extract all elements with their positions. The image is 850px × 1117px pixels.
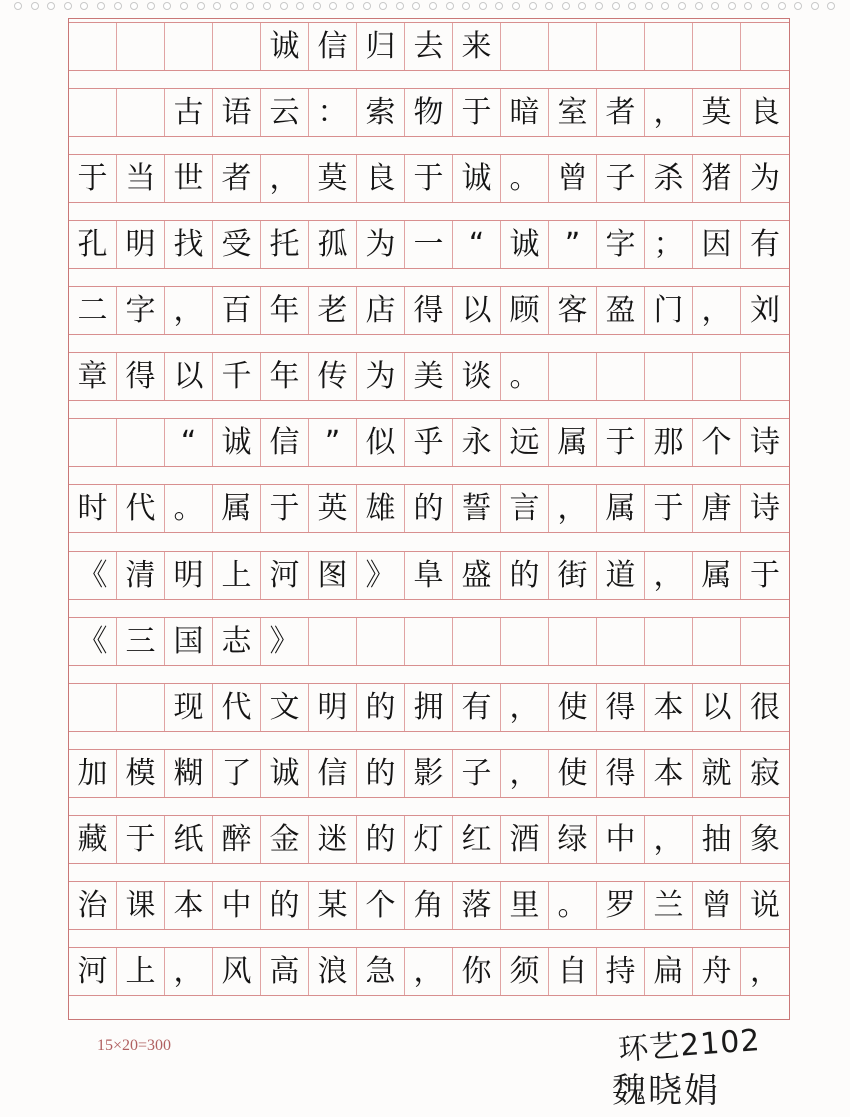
grid-cell: ， [549,485,597,532]
grid-cell: 浪 [309,948,357,995]
grid-cell: 永 [453,419,501,466]
grid-cell [117,684,165,731]
grid-cell: ， [645,816,693,863]
grid-cell: 于 [405,155,453,202]
binding-hole [462,2,470,10]
grid-cell: ： [309,89,357,136]
grid-cell: 那 [645,419,693,466]
grid-cell: 字 [597,221,645,268]
grid-cell [69,89,117,136]
grid-cell: 中 [597,816,645,863]
grid-cell: 字 [117,287,165,334]
grid-row [69,484,789,533]
grid-cell: 酒 [501,816,549,863]
grid-cell [165,23,213,70]
grid-cell: 有 [453,684,501,731]
binding-hole [661,2,669,10]
grid-cell [549,23,597,70]
binding-hole [529,2,537,10]
grid-cell [549,618,597,665]
grid-row [69,683,789,732]
binding-hole [446,2,454,10]
grid-cell: 曾 [549,155,597,202]
binding-hole [645,2,653,10]
binding-hole [80,2,88,10]
grid-cell: 绿 [549,816,597,863]
grid-cell: 雄 [357,485,405,532]
grid-cell [597,618,645,665]
grid-row [69,947,789,996]
grid-cell: 兰 [645,882,693,929]
binding-hole [827,2,835,10]
grid-cell: 于 [750,557,780,593]
grid-cell: ” [549,221,597,268]
grid-cell: ， [693,287,741,334]
grid-cell: 室 [549,89,597,136]
grid-cell: 莫 [693,89,741,136]
grid-cell: 的 [261,882,309,929]
binding-hole [612,2,620,10]
binding-hole [728,2,736,10]
binding-hole [512,2,520,10]
grid-cell [309,618,357,665]
grid-cell: 红 [453,816,501,863]
grid-cell: 道 [597,552,645,599]
binding-hole [744,2,752,10]
grid-cell: 迷 [309,816,357,863]
binding-hole [313,2,321,10]
grid-cell: 来 [453,23,501,70]
grid-cell [741,23,789,70]
grid-cell: 使 [549,750,597,797]
grid-row [69,881,789,930]
grid-cell: 属 [693,552,741,599]
grid-row [69,418,789,467]
grid-cell: 有 [750,226,780,262]
grid-cell: 灯 [405,816,453,863]
grid-cell: 传 [309,353,357,400]
grid-cell: 自 [549,948,597,995]
grid-cell: 年 [261,353,309,400]
binding-hole [628,2,636,10]
binding-hole [64,2,72,10]
grid-cell: ， [645,552,693,599]
grid-cell: 者 [597,89,645,136]
grid-cell: 以 [165,353,213,400]
grid-cell: 杀 [645,155,693,202]
binding-hole [695,2,703,10]
grid-cell [69,419,117,466]
grid-row [69,352,789,401]
binding-hole [114,2,122,10]
grid-cell: 。 [501,353,549,400]
grid-cell: 当 [117,155,165,202]
grid-cell: 现 [165,684,213,731]
grid-cell: 刘 [750,292,780,328]
grid-cell: 明 [309,684,357,731]
grid-cell: 角 [405,882,453,929]
binding-hole [14,2,22,10]
grid-cell: 影 [405,750,453,797]
grid-cell: ， [405,948,453,995]
grid-cell: 得 [117,353,165,400]
grid-cell [117,419,165,466]
grid-cell: 以 [693,684,741,731]
grid-cell: 章 [69,353,117,400]
grid-cell: 的 [357,750,405,797]
grid-cell: 高 [261,948,309,995]
grid-cell [501,23,549,70]
grid-cell: 。 [501,155,549,202]
grid-cell: 为 [750,160,780,196]
grid-cell: 。 [165,485,213,532]
grid-cell: “ [165,419,213,466]
grid-cell: 年 [261,287,309,334]
grid-cell [453,618,501,665]
grid-cell: 于 [597,419,645,466]
binding-hole [213,2,221,10]
grid-cell: 孤 [309,221,357,268]
grid-cell: 良 [750,94,780,130]
binding-hole [678,2,686,10]
grid-row [69,815,789,864]
grid-cell: 上 [213,552,261,599]
grid-cell: 似 [357,419,405,466]
grid-cell: ， [501,684,549,731]
grid-cell: 上 [117,948,165,995]
grid-cell: 英 [309,485,357,532]
grid-cell: 美 [405,353,453,400]
grid-cell [597,23,645,70]
grid-cell: 《 [69,552,117,599]
grid-cell: 清 [117,552,165,599]
binding-hole [379,2,387,10]
grid-cell: 猪 [693,155,741,202]
grid-cell [597,353,645,400]
grid-cell: 唐 [693,485,741,532]
grid-cell: 归 [357,23,405,70]
grid-cell: 得 [597,684,645,731]
binding-hole [412,2,420,10]
grid-cell: 属 [597,485,645,532]
grid-cell: 落 [453,882,501,929]
grid-cell: 中 [213,882,261,929]
grid-cell: 诗 [750,424,780,460]
grid-cell: 找 [165,221,213,268]
grid-cell: 图 [309,552,357,599]
grid-cell: 信 [309,750,357,797]
grid-cell: ， [750,953,780,989]
grid-cell [741,353,789,400]
grid-cell: 远 [501,419,549,466]
binding-hole [429,2,437,10]
grid-cell: 言 [501,485,549,532]
grid-cell: 代 [117,485,165,532]
binding-hole [545,2,553,10]
grid-row [69,22,789,71]
binding-hole [595,2,603,10]
grid-cell [693,23,741,70]
binding-hole [794,2,802,10]
grid-row [69,749,789,798]
grid-cell: 物 [405,89,453,136]
grid-cell: 河 [69,948,117,995]
grid-cell: 街 [549,552,597,599]
grid-cell: 风 [213,948,261,995]
grid-cell: 持 [597,948,645,995]
grid-cell: 诚 [261,23,309,70]
grid-cell: 志 [213,618,261,665]
grid-cell: 托 [261,221,309,268]
grid-cell: 使 [549,684,597,731]
grid-cell: 千 [213,353,261,400]
binding-hole [197,2,205,10]
grid-count-label: 15×20=300 [97,1037,172,1054]
grid-cell: 藏 [69,816,117,863]
binding-hole [31,2,39,10]
grid-cell: 了 [213,750,261,797]
binding-hole [811,2,819,10]
grid-cell: 一 [405,221,453,268]
grid-cell: 加 [69,750,117,797]
grid-cell: 云 [261,89,309,136]
grid-cell: 诚 [501,221,549,268]
grid-cell: 子 [597,155,645,202]
grid-cell: 良 [357,155,405,202]
binding-hole [578,2,586,10]
grid-cell: 得 [405,287,453,334]
binding-hole [97,2,105,10]
binding-hole [163,2,171,10]
grid-cell: ” [309,419,357,466]
grid-cell: 诗 [750,490,780,526]
grid-cell: 模 [117,750,165,797]
grid-cell: 店 [357,287,405,334]
grid-cell: “ [453,221,501,268]
binding-hole [495,2,503,10]
grid-cell: 老 [309,287,357,334]
grid-cell: 盈 [597,287,645,334]
binding-hole [329,2,337,10]
grid-cell: 金 [261,816,309,863]
binding-hole [346,2,354,10]
grid-cell: 誓 [453,485,501,532]
grid-row [69,286,789,335]
grid-cell: 国 [165,618,213,665]
grid-cell [405,618,453,665]
grid-cell [69,23,117,70]
grid-cell: 世 [165,155,213,202]
signature-name: 魏晓娟 [612,1071,720,1111]
binding-hole [562,2,570,10]
grid-cell: ， [165,287,213,334]
grid-cell: 三 [117,618,165,665]
grid-cell: 文 [261,684,309,731]
grid-cell: 客 [549,287,597,334]
binding-hole [711,2,719,10]
binding-hole [296,2,304,10]
grid-cell: 须 [501,948,549,995]
grid-cell [117,23,165,70]
binding-hole [147,2,155,10]
grid-cell: 诚 [213,419,261,466]
grid-row [69,617,789,666]
grid-cell [117,89,165,136]
grid-cell: 某 [309,882,357,929]
grid-cell: 曾 [693,882,741,929]
grid-cell: 抽 [693,816,741,863]
grid-cell: 信 [261,419,309,466]
grid-cell [693,618,741,665]
grid-cell: 属 [549,419,597,466]
grid-cell: 说 [750,887,780,923]
grid-cell: 乎 [405,419,453,466]
grid-cell: 谈 [453,353,501,400]
grid-cell: 河 [261,552,309,599]
grid-cell: 醉 [213,816,261,863]
grid-cell: 的 [357,684,405,731]
grid-cell: 时 [69,485,117,532]
grid-cell: 明 [165,552,213,599]
grid-cell: 以 [453,287,501,334]
grid-cell: 代 [213,684,261,731]
binding-hole [246,2,254,10]
composition-grid [68,18,790,1020]
binding-hole [363,2,371,10]
grid-cell: 语 [213,89,261,136]
binding-hole [396,2,404,10]
grid-cell: ； [645,221,693,268]
grid-cell: 本 [165,882,213,929]
binding-hole [479,2,487,10]
grid-cell: 象 [750,821,780,857]
binding-hole [280,2,288,10]
signature-class: 环艺2102 [617,1023,762,1068]
grid-cell: ， [645,89,693,136]
grid-cell: 二 [69,287,117,334]
grid-cell [549,353,597,400]
grid-cell [357,618,405,665]
grid-cell: 诚 [261,750,309,797]
binding-hole [130,2,138,10]
grid-cell: 急 [357,948,405,995]
grid-cell: ， [261,155,309,202]
grid-cell: 为 [357,221,405,268]
grid-cell: 个 [693,419,741,466]
binding-hole [47,2,55,10]
grid-cell: 》 [357,552,405,599]
grid-cell: 于 [645,485,693,532]
grid-cell: 《 [69,618,117,665]
grid-cell: 者 [213,155,261,202]
grid-cell: 索 [357,89,405,136]
grid-cell: 得 [597,750,645,797]
grid-cell: ， [501,750,549,797]
grid-cell: 罗 [597,882,645,929]
grid-cell: 纸 [165,816,213,863]
grid-cell: ， [165,948,213,995]
grid-cell: 为 [357,353,405,400]
grid-cell: 本 [645,684,693,731]
grid-cell: 百 [213,287,261,334]
grid-cell: 古 [165,89,213,136]
grid-cell: 暗 [501,89,549,136]
grid-cell [213,23,261,70]
binding-holes [0,0,850,12]
grid-cell: 本 [645,750,693,797]
grid-cell [741,618,789,665]
grid-cell: 莫 [309,155,357,202]
grid-cell: 明 [117,221,165,268]
grid-row [69,220,789,269]
grid-row [69,154,789,203]
binding-hole [263,2,271,10]
grid-cell: 个 [357,882,405,929]
grid-cell: 阜 [405,552,453,599]
grid-cell: 盛 [453,552,501,599]
binding-hole [778,2,786,10]
grid-cell: 属 [213,485,261,532]
grid-cell: 课 [117,882,165,929]
grid-cell: 治 [69,882,117,929]
grid-cell: 。 [549,882,597,929]
grid-cell: 的 [357,816,405,863]
grid-cell [501,618,549,665]
binding-hole [761,2,769,10]
grid-cell: 于 [261,485,309,532]
grid-cell [645,353,693,400]
grid-cell: 信 [309,23,357,70]
grid-cell: 里 [501,882,549,929]
grid-cell: 门 [645,287,693,334]
grid-cell [693,353,741,400]
grid-cell: 你 [453,948,501,995]
grid-cell: 因 [693,221,741,268]
grid-row [69,551,789,600]
binding-hole [180,2,188,10]
grid-cell: 于 [117,816,165,863]
grid-row [69,88,789,137]
grid-cell [645,23,693,70]
binding-hole [230,2,238,10]
grid-cell: 受 [213,221,261,268]
grid-cell: 顾 [501,287,549,334]
grid-cell: 于 [453,89,501,136]
grid-cell: 诚 [453,155,501,202]
grid-cell: 的 [501,552,549,599]
grid-cell: 扁 [645,948,693,995]
grid-cell: 孔 [69,221,117,268]
grid-cell: 的 [405,485,453,532]
grid-cell: 于 [69,155,117,202]
grid-cell [645,618,693,665]
grid-cell: 寂 [750,755,780,791]
grid-cell [69,684,117,731]
grid-cell: 》 [261,618,309,665]
grid-cell: 就 [693,750,741,797]
grid-cell: 很 [750,689,780,725]
grid-cell: 糊 [165,750,213,797]
grid-cell: 子 [453,750,501,797]
grid-cell: 拥 [405,684,453,731]
grid-cell: 去 [405,23,453,70]
grid-cell: 舟 [693,948,741,995]
